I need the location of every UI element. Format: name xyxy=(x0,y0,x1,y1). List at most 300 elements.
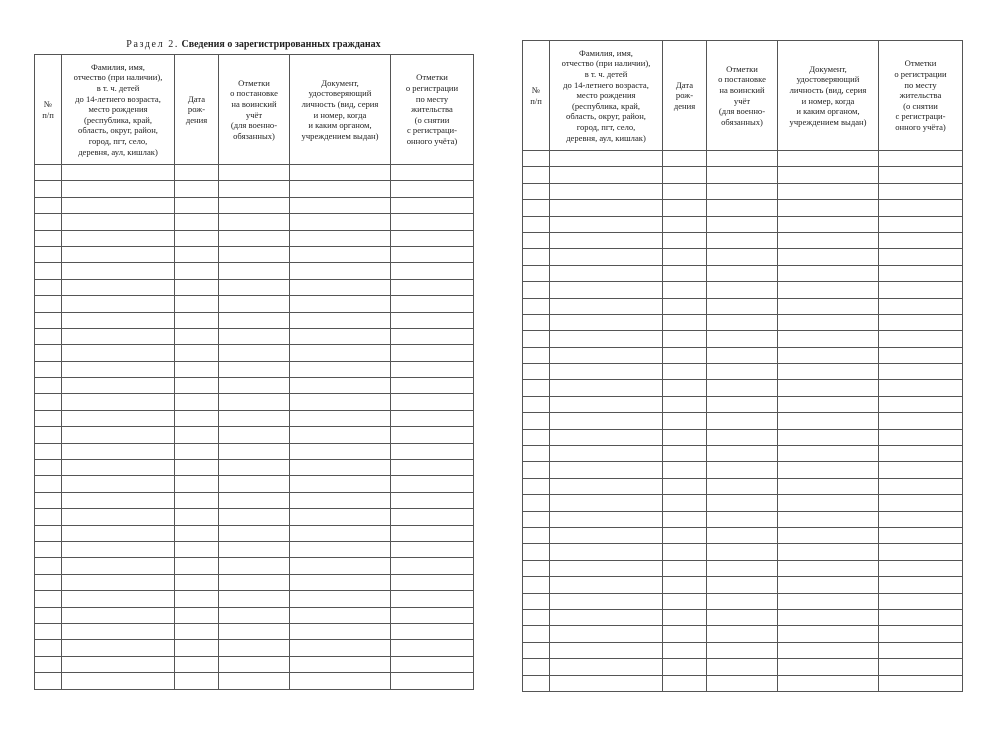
empty-cell[interactable] xyxy=(62,296,175,312)
empty-cell[interactable] xyxy=(778,675,879,691)
empty-cell[interactable] xyxy=(879,527,963,543)
empty-cell[interactable] xyxy=(707,544,778,560)
empty-cell[interactable] xyxy=(391,312,474,328)
empty-cell[interactable] xyxy=(219,246,290,262)
empty-cell[interactable] xyxy=(175,181,219,197)
empty-cell[interactable] xyxy=(219,574,290,590)
empty-cell[interactable] xyxy=(219,345,290,361)
empty-cell[interactable] xyxy=(707,593,778,609)
empty-cell[interactable] xyxy=(523,282,550,298)
empty-cell[interactable] xyxy=(707,527,778,543)
empty-cell[interactable] xyxy=(550,527,663,543)
empty-cell[interactable] xyxy=(62,214,175,230)
empty-cell[interactable] xyxy=(778,446,879,462)
empty-cell[interactable] xyxy=(219,410,290,426)
empty-cell[interactable] xyxy=(391,623,474,639)
empty-cell[interactable] xyxy=(219,558,290,574)
empty-cell[interactable] xyxy=(663,151,707,167)
empty-cell[interactable] xyxy=(550,396,663,412)
empty-cell[interactable] xyxy=(778,429,879,445)
empty-cell[interactable] xyxy=(707,429,778,445)
empty-cell[interactable] xyxy=(523,544,550,560)
empty-cell[interactable] xyxy=(219,640,290,656)
empty-cell[interactable] xyxy=(175,361,219,377)
empty-cell[interactable] xyxy=(707,413,778,429)
empty-cell[interactable] xyxy=(707,151,778,167)
empty-cell[interactable] xyxy=(62,623,175,639)
empty-cell[interactable] xyxy=(663,642,707,658)
empty-cell[interactable] xyxy=(62,263,175,279)
empty-cell[interactable] xyxy=(707,167,778,183)
empty-cell[interactable] xyxy=(707,577,778,593)
empty-cell[interactable] xyxy=(707,659,778,675)
empty-cell[interactable] xyxy=(523,380,550,396)
empty-cell[interactable] xyxy=(391,246,474,262)
empty-cell[interactable] xyxy=(879,151,963,167)
empty-cell[interactable] xyxy=(290,230,391,246)
empty-cell[interactable] xyxy=(707,232,778,248)
empty-cell[interactable] xyxy=(707,364,778,380)
empty-cell[interactable] xyxy=(778,659,879,675)
empty-cell[interactable] xyxy=(391,263,474,279)
empty-cell[interactable] xyxy=(175,443,219,459)
empty-cell[interactable] xyxy=(391,574,474,590)
empty-cell[interactable] xyxy=(523,462,550,478)
empty-cell[interactable] xyxy=(175,476,219,492)
empty-cell[interactable] xyxy=(219,296,290,312)
empty-cell[interactable] xyxy=(219,394,290,410)
empty-cell[interactable] xyxy=(550,544,663,560)
empty-cell[interactable] xyxy=(219,492,290,508)
empty-cell[interactable] xyxy=(778,364,879,380)
empty-cell[interactable] xyxy=(175,246,219,262)
empty-cell[interactable] xyxy=(523,151,550,167)
empty-cell[interactable] xyxy=(62,460,175,476)
empty-cell[interactable] xyxy=(879,331,963,347)
empty-cell[interactable] xyxy=(550,626,663,642)
empty-cell[interactable] xyxy=(35,476,62,492)
empty-cell[interactable] xyxy=(663,364,707,380)
empty-cell[interactable] xyxy=(35,443,62,459)
empty-cell[interactable] xyxy=(62,509,175,525)
empty-cell[interactable] xyxy=(663,560,707,576)
empty-cell[interactable] xyxy=(879,544,963,560)
empty-cell[interactable] xyxy=(175,312,219,328)
empty-cell[interactable] xyxy=(707,314,778,330)
empty-cell[interactable] xyxy=(62,345,175,361)
empty-cell[interactable] xyxy=(391,656,474,672)
empty-cell[interactable] xyxy=(290,509,391,525)
empty-cell[interactable] xyxy=(35,509,62,525)
empty-cell[interactable] xyxy=(778,478,879,494)
empty-cell[interactable] xyxy=(523,642,550,658)
empty-cell[interactable] xyxy=(219,263,290,279)
empty-cell[interactable] xyxy=(550,298,663,314)
empty-cell[interactable] xyxy=(62,492,175,508)
empty-cell[interactable] xyxy=(175,623,219,639)
empty-cell[interactable] xyxy=(778,544,879,560)
empty-cell[interactable] xyxy=(35,673,62,689)
empty-cell[interactable] xyxy=(290,296,391,312)
empty-cell[interactable] xyxy=(879,495,963,511)
empty-cell[interactable] xyxy=(778,265,879,281)
empty-cell[interactable] xyxy=(35,181,62,197)
empty-cell[interactable] xyxy=(290,378,391,394)
empty-cell[interactable] xyxy=(663,347,707,363)
empty-cell[interactable] xyxy=(523,331,550,347)
empty-cell[interactable] xyxy=(879,429,963,445)
empty-cell[interactable] xyxy=(879,446,963,462)
empty-cell[interactable] xyxy=(35,541,62,557)
empty-cell[interactable] xyxy=(62,640,175,656)
empty-cell[interactable] xyxy=(778,560,879,576)
empty-cell[interactable] xyxy=(219,460,290,476)
empty-cell[interactable] xyxy=(175,525,219,541)
empty-cell[interactable] xyxy=(523,478,550,494)
empty-cell[interactable] xyxy=(550,609,663,625)
empty-cell[interactable] xyxy=(778,577,879,593)
empty-cell[interactable] xyxy=(35,607,62,623)
empty-cell[interactable] xyxy=(550,511,663,527)
empty-cell[interactable] xyxy=(290,214,391,230)
empty-cell[interactable] xyxy=(35,361,62,377)
empty-cell[interactable] xyxy=(175,263,219,279)
empty-cell[interactable] xyxy=(175,296,219,312)
empty-cell[interactable] xyxy=(175,279,219,295)
empty-cell[interactable] xyxy=(550,577,663,593)
empty-cell[interactable] xyxy=(707,282,778,298)
empty-cell[interactable] xyxy=(290,410,391,426)
empty-cell[interactable] xyxy=(879,249,963,265)
empty-cell[interactable] xyxy=(219,197,290,213)
empty-cell[interactable] xyxy=(879,298,963,314)
empty-cell[interactable] xyxy=(62,476,175,492)
empty-cell[interactable] xyxy=(35,427,62,443)
empty-cell[interactable] xyxy=(290,623,391,639)
empty-cell[interactable] xyxy=(62,328,175,344)
empty-cell[interactable] xyxy=(778,331,879,347)
empty-cell[interactable] xyxy=(175,558,219,574)
empty-cell[interactable] xyxy=(879,265,963,281)
empty-cell[interactable] xyxy=(391,410,474,426)
empty-cell[interactable] xyxy=(62,673,175,689)
empty-cell[interactable] xyxy=(62,312,175,328)
empty-cell[interactable] xyxy=(391,361,474,377)
empty-cell[interactable] xyxy=(879,511,963,527)
empty-cell[interactable] xyxy=(550,675,663,691)
empty-cell[interactable] xyxy=(523,347,550,363)
empty-cell[interactable] xyxy=(778,314,879,330)
empty-cell[interactable] xyxy=(290,181,391,197)
empty-cell[interactable] xyxy=(290,427,391,443)
empty-cell[interactable] xyxy=(391,427,474,443)
empty-cell[interactable] xyxy=(290,246,391,262)
empty-cell[interactable] xyxy=(550,642,663,658)
empty-cell[interactable] xyxy=(290,476,391,492)
empty-cell[interactable] xyxy=(35,591,62,607)
empty-cell[interactable] xyxy=(879,314,963,330)
empty-cell[interactable] xyxy=(663,298,707,314)
empty-cell[interactable] xyxy=(290,541,391,557)
empty-cell[interactable] xyxy=(550,560,663,576)
empty-cell[interactable] xyxy=(219,181,290,197)
empty-cell[interactable] xyxy=(879,642,963,658)
empty-cell[interactable] xyxy=(175,640,219,656)
empty-cell[interactable] xyxy=(391,181,474,197)
empty-cell[interactable] xyxy=(391,443,474,459)
empty-cell[interactable] xyxy=(879,659,963,675)
empty-cell[interactable] xyxy=(663,216,707,232)
empty-cell[interactable] xyxy=(663,626,707,642)
empty-cell[interactable] xyxy=(175,656,219,672)
empty-cell[interactable] xyxy=(550,151,663,167)
empty-cell[interactable] xyxy=(707,609,778,625)
empty-cell[interactable] xyxy=(62,525,175,541)
empty-cell[interactable] xyxy=(290,558,391,574)
empty-cell[interactable] xyxy=(778,642,879,658)
empty-cell[interactable] xyxy=(219,509,290,525)
empty-cell[interactable] xyxy=(879,577,963,593)
empty-cell[interactable] xyxy=(290,656,391,672)
empty-cell[interactable] xyxy=(778,380,879,396)
empty-cell[interactable] xyxy=(35,410,62,426)
empty-cell[interactable] xyxy=(219,165,290,181)
empty-cell[interactable] xyxy=(879,216,963,232)
empty-cell[interactable] xyxy=(778,216,879,232)
empty-cell[interactable] xyxy=(550,364,663,380)
empty-cell[interactable] xyxy=(523,298,550,314)
empty-cell[interactable] xyxy=(35,230,62,246)
empty-cell[interactable] xyxy=(35,296,62,312)
empty-cell[interactable] xyxy=(550,331,663,347)
empty-cell[interactable] xyxy=(663,396,707,412)
empty-cell[interactable] xyxy=(663,232,707,248)
empty-cell[interactable] xyxy=(707,265,778,281)
empty-cell[interactable] xyxy=(707,462,778,478)
empty-cell[interactable] xyxy=(778,462,879,478)
empty-cell[interactable] xyxy=(778,413,879,429)
empty-cell[interactable] xyxy=(523,364,550,380)
empty-cell[interactable] xyxy=(778,298,879,314)
empty-cell[interactable] xyxy=(219,607,290,623)
empty-cell[interactable] xyxy=(707,347,778,363)
empty-cell[interactable] xyxy=(707,216,778,232)
empty-cell[interactable] xyxy=(35,165,62,181)
empty-cell[interactable] xyxy=(391,460,474,476)
empty-cell[interactable] xyxy=(879,232,963,248)
empty-cell[interactable] xyxy=(707,298,778,314)
empty-cell[interactable] xyxy=(290,574,391,590)
empty-cell[interactable] xyxy=(663,167,707,183)
empty-cell[interactable] xyxy=(290,443,391,459)
empty-cell[interactable] xyxy=(523,626,550,642)
empty-cell[interactable] xyxy=(35,558,62,574)
empty-cell[interactable] xyxy=(523,265,550,281)
empty-cell[interactable] xyxy=(175,197,219,213)
empty-cell[interactable] xyxy=(879,593,963,609)
empty-cell[interactable] xyxy=(550,462,663,478)
empty-cell[interactable] xyxy=(550,200,663,216)
empty-cell[interactable] xyxy=(550,659,663,675)
empty-cell[interactable] xyxy=(879,380,963,396)
empty-cell[interactable] xyxy=(550,478,663,494)
empty-cell[interactable] xyxy=(523,593,550,609)
empty-cell[interactable] xyxy=(219,525,290,541)
empty-cell[interactable] xyxy=(663,659,707,675)
empty-cell[interactable] xyxy=(707,183,778,199)
empty-cell[interactable] xyxy=(523,511,550,527)
empty-cell[interactable] xyxy=(391,345,474,361)
empty-cell[interactable] xyxy=(175,509,219,525)
empty-cell[interactable] xyxy=(663,446,707,462)
empty-cell[interactable] xyxy=(391,673,474,689)
empty-cell[interactable] xyxy=(523,429,550,445)
empty-cell[interactable] xyxy=(879,347,963,363)
empty-cell[interactable] xyxy=(35,492,62,508)
empty-cell[interactable] xyxy=(290,525,391,541)
empty-cell[interactable] xyxy=(523,495,550,511)
empty-cell[interactable] xyxy=(35,640,62,656)
empty-cell[interactable] xyxy=(219,361,290,377)
empty-cell[interactable] xyxy=(219,591,290,607)
empty-cell[interactable] xyxy=(707,249,778,265)
empty-cell[interactable] xyxy=(175,591,219,607)
empty-cell[interactable] xyxy=(62,230,175,246)
empty-cell[interactable] xyxy=(707,675,778,691)
empty-cell[interactable] xyxy=(550,495,663,511)
empty-cell[interactable] xyxy=(290,197,391,213)
empty-cell[interactable] xyxy=(175,460,219,476)
empty-cell[interactable] xyxy=(175,541,219,557)
empty-cell[interactable] xyxy=(175,345,219,361)
empty-cell[interactable] xyxy=(391,525,474,541)
empty-cell[interactable] xyxy=(290,394,391,410)
empty-cell[interactable] xyxy=(62,427,175,443)
empty-cell[interactable] xyxy=(663,675,707,691)
empty-cell[interactable] xyxy=(219,279,290,295)
empty-cell[interactable] xyxy=(175,165,219,181)
empty-cell[interactable] xyxy=(175,574,219,590)
empty-cell[interactable] xyxy=(35,656,62,672)
empty-cell[interactable] xyxy=(62,607,175,623)
empty-cell[interactable] xyxy=(35,328,62,344)
empty-cell[interactable] xyxy=(290,460,391,476)
empty-cell[interactable] xyxy=(778,232,879,248)
empty-cell[interactable] xyxy=(391,640,474,656)
empty-cell[interactable] xyxy=(290,263,391,279)
empty-cell[interactable] xyxy=(391,558,474,574)
empty-cell[interactable] xyxy=(707,396,778,412)
empty-cell[interactable] xyxy=(707,626,778,642)
empty-cell[interactable] xyxy=(62,361,175,377)
empty-cell[interactable] xyxy=(778,151,879,167)
empty-cell[interactable] xyxy=(879,364,963,380)
empty-cell[interactable] xyxy=(290,591,391,607)
empty-cell[interactable] xyxy=(35,312,62,328)
empty-cell[interactable] xyxy=(523,413,550,429)
empty-cell[interactable] xyxy=(778,527,879,543)
empty-cell[interactable] xyxy=(62,181,175,197)
empty-cell[interactable] xyxy=(879,396,963,412)
empty-cell[interactable] xyxy=(550,446,663,462)
empty-cell[interactable] xyxy=(219,443,290,459)
empty-cell[interactable] xyxy=(35,623,62,639)
empty-cell[interactable] xyxy=(879,462,963,478)
empty-cell[interactable] xyxy=(778,249,879,265)
empty-cell[interactable] xyxy=(550,265,663,281)
empty-cell[interactable] xyxy=(62,541,175,557)
empty-cell[interactable] xyxy=(175,607,219,623)
empty-cell[interactable] xyxy=(175,492,219,508)
empty-cell[interactable] xyxy=(391,197,474,213)
empty-cell[interactable] xyxy=(290,328,391,344)
empty-cell[interactable] xyxy=(663,380,707,396)
empty-cell[interactable] xyxy=(778,511,879,527)
empty-cell[interactable] xyxy=(219,328,290,344)
empty-cell[interactable] xyxy=(523,314,550,330)
empty-cell[interactable] xyxy=(62,410,175,426)
empty-cell[interactable] xyxy=(778,167,879,183)
empty-cell[interactable] xyxy=(290,607,391,623)
empty-cell[interactable] xyxy=(778,396,879,412)
empty-cell[interactable] xyxy=(778,183,879,199)
empty-cell[interactable] xyxy=(523,200,550,216)
empty-cell[interactable] xyxy=(391,607,474,623)
empty-cell[interactable] xyxy=(175,673,219,689)
empty-cell[interactable] xyxy=(879,626,963,642)
empty-cell[interactable] xyxy=(175,410,219,426)
empty-cell[interactable] xyxy=(879,282,963,298)
empty-cell[interactable] xyxy=(290,673,391,689)
empty-cell[interactable] xyxy=(550,380,663,396)
empty-cell[interactable] xyxy=(175,214,219,230)
empty-cell[interactable] xyxy=(663,331,707,347)
empty-cell[interactable] xyxy=(550,282,663,298)
empty-cell[interactable] xyxy=(391,214,474,230)
empty-cell[interactable] xyxy=(707,331,778,347)
empty-cell[interactable] xyxy=(523,183,550,199)
empty-cell[interactable] xyxy=(879,609,963,625)
empty-cell[interactable] xyxy=(219,378,290,394)
empty-cell[interactable] xyxy=(663,200,707,216)
empty-cell[interactable] xyxy=(35,378,62,394)
empty-cell[interactable] xyxy=(523,659,550,675)
empty-cell[interactable] xyxy=(62,246,175,262)
empty-cell[interactable] xyxy=(523,216,550,232)
empty-cell[interactable] xyxy=(778,347,879,363)
empty-cell[interactable] xyxy=(663,314,707,330)
empty-cell[interactable] xyxy=(550,232,663,248)
empty-cell[interactable] xyxy=(219,230,290,246)
empty-cell[interactable] xyxy=(62,165,175,181)
empty-cell[interactable] xyxy=(290,312,391,328)
empty-cell[interactable] xyxy=(290,345,391,361)
empty-cell[interactable] xyxy=(62,558,175,574)
empty-cell[interactable] xyxy=(778,495,879,511)
empty-cell[interactable] xyxy=(175,427,219,443)
empty-cell[interactable] xyxy=(62,279,175,295)
empty-cell[interactable] xyxy=(523,396,550,412)
empty-cell[interactable] xyxy=(35,214,62,230)
empty-cell[interactable] xyxy=(175,378,219,394)
empty-cell[interactable] xyxy=(391,165,474,181)
empty-cell[interactable] xyxy=(663,495,707,511)
empty-cell[interactable] xyxy=(523,446,550,462)
empty-cell[interactable] xyxy=(879,478,963,494)
empty-cell[interactable] xyxy=(663,249,707,265)
empty-cell[interactable] xyxy=(707,495,778,511)
empty-cell[interactable] xyxy=(219,476,290,492)
